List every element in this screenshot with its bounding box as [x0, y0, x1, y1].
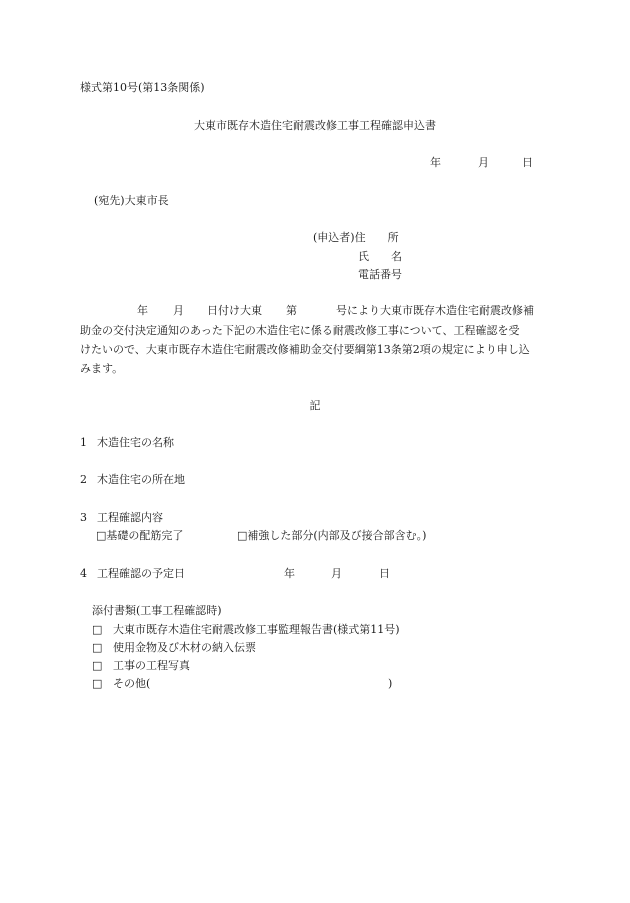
applicant-phone-label: 電話番号 — [358, 268, 402, 281]
applicant-name-label: 氏 名 — [358, 250, 402, 263]
item3-option-reinforced-checkbox[interactable]: □補強した部分(内部及び接合部含む。) — [237, 529, 427, 542]
item4-label: 工程確認の予定日 — [97, 567, 185, 580]
body-line3: けたいので、大東市既存木造住宅耐震改修補助金交付要綱第13条第2項の規定により申し込 — [80, 343, 530, 356]
item3-label: 工程確認内容 — [97, 511, 163, 524]
body-line1-year: 年 — [137, 304, 148, 317]
date-day: 日 — [522, 156, 533, 169]
item1-label: 木造住宅の名称 — [97, 436, 174, 449]
body-line2: 助金の交付決定通知のあった下記の木造住宅に係る耐震改修工事について、工程確認を受 — [80, 324, 520, 337]
item4-day: 日 — [379, 567, 390, 580]
body-line4: みます。 — [80, 362, 124, 375]
attachment-checkbox-4[interactable]: □ — [92, 677, 103, 690]
form-number: 様式第10号(第13条関係) — [80, 81, 205, 94]
ki-heading: 記 — [309, 399, 321, 412]
date-year: 年 — [430, 156, 441, 169]
item4-month: 月 — [331, 567, 342, 580]
item3-number: 3 — [80, 511, 87, 524]
item2-number: 2 — [80, 473, 87, 486]
body-line1-dai: 第 — [286, 304, 297, 317]
body-line1-date-of: 日付け大東 — [207, 304, 262, 317]
item3-option-foundation-checkbox[interactable]: □基礎の配筋完了 — [96, 529, 184, 542]
document-title: 大東市既存木造住宅耐震改修工事工程確認申込書 — [194, 119, 436, 132]
attachment-item-1: 大東市既存木造住宅耐震改修工事監理報告書(様式第11号) — [113, 623, 400, 636]
date-month: 月 — [478, 156, 489, 169]
attachment-checkbox-1[interactable]: □ — [92, 623, 103, 636]
item4-number: 4 — [80, 567, 87, 580]
body-line1-rest: 号により大東市既存木造住宅耐震改修補 — [336, 304, 534, 317]
body-line1-month: 月 — [173, 304, 184, 317]
addressee: (宛先)大東市長 — [94, 194, 169, 207]
attachment-checkbox-3[interactable]: □ — [92, 659, 103, 672]
item4-year: 年 — [284, 567, 295, 580]
item1-number: 1 — [80, 436, 87, 449]
attachment-item-4-close-paren: ) — [388, 677, 393, 690]
attachment-item-2: 使用金物及び木材の納入伝票 — [113, 641, 256, 654]
attachment-item-4: その他( — [113, 677, 151, 690]
attachments-heading: 添付書類(工事工程確認時) — [92, 604, 222, 617]
attachment-item-3: 工事の工程写真 — [113, 659, 190, 672]
applicant-address-label: (申込者)住 所 — [313, 231, 399, 244]
attachment-checkbox-2[interactable]: □ — [92, 641, 103, 654]
item2-label: 木造住宅の所在地 — [97, 473, 185, 486]
